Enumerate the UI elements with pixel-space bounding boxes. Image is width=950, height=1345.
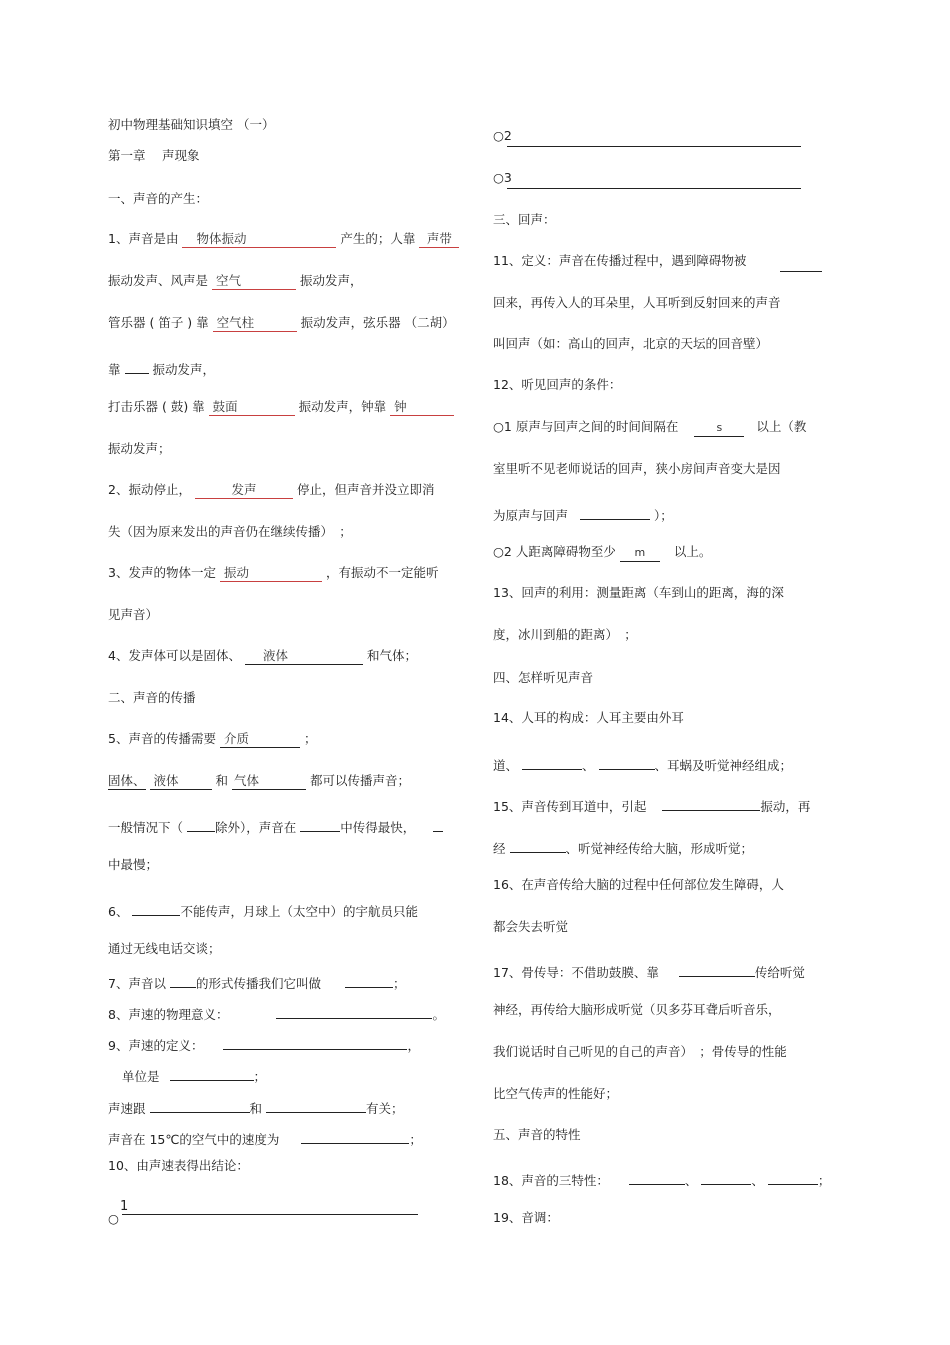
answer-blank[interactable] [266,1095,366,1113]
page-title: 初中物理基础知识填空 （一） [108,117,275,132]
answer-blank[interactable] [170,1063,254,1081]
question-line: 回来，再传入人的耳朵里，人耳听到反射回来的声音 [493,295,781,310]
question-line: 管乐器 ( 笛子 ) 靠 空气柱 振动发声，弦乐器 （二胡） [108,315,455,330]
question-line: 我们说话时自己听见的自己的声音） ；骨传导的性能 [493,1044,787,1059]
answer-blank[interactable]: 空气柱 [213,314,297,332]
question-line: 9、声速的定义： ， [108,1032,420,1055]
question-line: 10、由声速表得出结论： [108,1158,249,1173]
question-line: 失（因为原来发出的声音仍在继续传播） ； [108,524,352,539]
question-line: 都会失去听觉 [493,919,569,934]
item-number: 1 [120,1199,129,1214]
question-line: 比空气传声的性能好； [493,1086,619,1101]
answer-blank[interactable]: 振动 [220,564,322,582]
question-line: 4、发声体可以是固体、 液体 和气体； [108,648,417,663]
answer-blank[interactable]: 物体振动 [182,230,336,248]
answer-blank[interactable] [170,970,196,988]
answer-blank[interactable]: 液体 [150,772,212,790]
circle-bullet-icon: ○ [108,1211,119,1226]
question-line: 17、骨传导：不借助鼓膜、靠 传给听觉 [493,959,805,982]
conclusion-3-label: ○3 [493,170,512,185]
question-line: 15、声音传到耳道中，引起 振动，再 [493,793,810,816]
answer-blank[interactable] [629,1167,685,1185]
question-line: 7、声音以 的形式传播我们它叫做 ； [108,970,405,993]
answer-blank[interactable]: s [694,419,744,437]
answer-blank[interactable] [122,1214,418,1215]
answer-blank[interactable] [701,1167,751,1185]
question-line: 度，冰川到船的距离） ； [493,627,637,642]
answer-blank[interactable] [433,814,443,832]
question-line: 为原声与回声 ）； [493,502,673,525]
answer-blank[interactable] [150,1095,250,1113]
question-line: 19、音调： [493,1210,559,1225]
answer-blank[interactable]: 发声 [195,481,293,499]
answer-blank[interactable] [580,502,650,520]
question-line: ○1 原声与回声之间的时间间隔在 s 以上（教 [493,418,806,437]
section-heading: 三、回声： [493,212,556,227]
section-heading: 一、声音的产生： [108,191,209,206]
answer-blank[interactable] [599,752,655,770]
question-line: 振动发声； [108,441,171,456]
conclusion-1 [108,1210,119,1228]
answer-blank[interactable] [507,188,801,189]
question-line: 见声音） [108,607,159,622]
answer-blank[interactable]: 介质 [220,730,300,748]
answer-blank[interactable]: 声带 [419,230,459,248]
section-heading: 四、怎样听见声音 [493,670,594,685]
answer-blank[interactable] [301,1126,409,1144]
answer-blank[interactable] [132,898,180,916]
question-line: 固体、 液体 和 气体 都可以传播声音； [108,773,410,788]
question-line: 6、 不能传声，月球上（太空中）的宇航员只能 [108,898,418,921]
answer-blank[interactable]: 液体 [245,647,363,665]
question-line: 道、 、 、耳蜗及听觉神经组成； [493,752,792,775]
answer-blank[interactable]: 气体 [232,772,306,790]
answer-blank[interactable] [507,146,801,147]
question-line: 12、听见回声的条件： [493,377,622,392]
answer-blank[interactable] [125,356,149,374]
question-line: 神经，再传给大脑形成听觉（贝多芬耳聋后听音乐， [493,1002,781,1017]
answer-blank[interactable] [510,835,566,853]
question-line: ○2 人距离障碍物至少 m 以上。 [493,543,711,562]
answer-blank[interactable]: 钟 [390,398,454,416]
answer-blank[interactable] [662,793,760,811]
answer-blank[interactable]: 鼓面 [209,398,295,416]
question-line: 14、人耳的构成：人耳主要由外耳 [493,710,684,725]
question-line: 单位是 ； [122,1063,266,1086]
question-line: 中最慢； [108,857,159,872]
question-line: 靠 振动发声， [108,356,215,379]
question-line: 通过无线电话交谈； [108,941,221,956]
question-line: 声音在 15℃的空气中的速度为 ； [108,1126,422,1149]
answer-blank[interactable] [768,1167,818,1185]
question-line: 1、声音是由 物体振动 产生的；人靠 声带 [108,230,459,248]
answer-blank[interactable] [300,814,340,832]
section-heading: 二、声音的传播 [108,690,196,705]
question-line: 一般情况下（ 除外），声音在 中传得最快， [108,814,443,837]
answer-blank[interactable] [679,959,755,977]
question-line: 11、定义：声音在传播过程中，遇到障碍物被 [493,253,747,268]
question-line: 声速跟 和 有关； [108,1095,404,1118]
chapter-heading: 第一章 声现象 [108,148,200,163]
section-heading: 五、声音的特性 [493,1127,581,1142]
answer-blank[interactable] [223,1032,407,1050]
answer-blank[interactable]: m [620,544,660,562]
answer-blank[interactable] [780,271,822,272]
question-line: 打击乐器 ( 鼓) 靠 鼓面 振动发声，钟靠 钟 [108,398,454,416]
question-line: 13、回声的利用：测量距离（车到山的距离，海的深 [493,585,784,600]
answer-blank[interactable] [345,970,393,988]
question-line: 5、声音的传播需要 介质 ； [108,731,317,746]
question-line: 8、声速的物理意义： 。 [108,1001,445,1024]
question-line: 振动发声、风声是 空气 振动发声， [108,273,363,288]
question-line: 室里听不见老师说话的回声，狭小房间声音变大是因 [493,461,781,476]
answer-blank[interactable]: 空气 [212,272,296,290]
answer-blank[interactable] [187,814,215,832]
conclusion-2-label: ○2 [493,128,512,143]
answer-blank[interactable] [522,752,582,770]
question-line: 2、振动停止， 发声 停止，但声音并没立即消 [108,482,435,497]
answer-blank[interactable] [276,1001,432,1019]
question-line: 经 、听觉神经传给大脑，形成听觉； [493,835,753,858]
question-line: 16、在声音传给大脑的过程中任何部位发生障碍，人 [493,877,784,892]
question-line: 3、发声的物体一定 振动 ，有振动不一定能听 [108,565,439,580]
question-line: 18、声音的三特性： 、 、 ； [493,1167,830,1190]
question-line: 叫回声（如：高山的回声，北京的天坛的回音壁） [493,336,769,351]
